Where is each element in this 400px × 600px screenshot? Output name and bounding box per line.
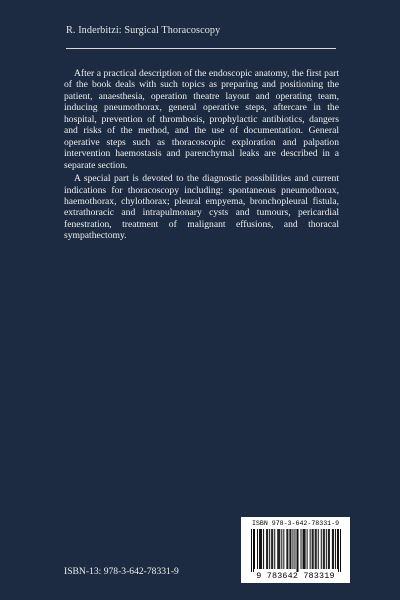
header-divider — [66, 48, 336, 49]
barcode-bar — [279, 529, 280, 569]
barcode-bar — [328, 529, 329, 569]
barcode-bar — [257, 529, 258, 569]
barcode-bar — [301, 529, 302, 569]
barcode-bar — [313, 529, 314, 569]
barcode-bar — [338, 529, 339, 572]
barcode-bar — [332, 529, 333, 569]
barcode-bar — [260, 529, 261, 569]
barcode-bar — [266, 529, 267, 569]
barcode-bar — [292, 529, 293, 569]
barcode-bar — [271, 529, 272, 569]
barcode-bar — [281, 529, 282, 569]
barcode-bar — [274, 529, 275, 569]
barcode-bar — [278, 529, 279, 569]
blurb-paragraph-1: After a practical description of the endoscopic anatomy, the first part of the book deals with such topics as preparing and positioning the patient, anaesthesia, operation theatre layout and operating team, inducing pneumothorax, general operative steps, aftercare in the hospital, prevention of thrombosis, prophylactic antibiotics, dangers and risks of the method, and the use of documentation. General operative steps such as thoracoscopic exploration and palpation intervention haemostasis and parenchymal leaks are described in a separate section. — [64, 68, 339, 171]
barcode-icon — [251, 529, 341, 572]
barcode-bar — [259, 529, 260, 569]
barcode-isbn-label: ISBN 978-3-642-78331-9 — [251, 520, 340, 527]
barcode-bar — [316, 529, 317, 569]
barcode-bar — [304, 529, 305, 569]
barcode-bar — [294, 529, 295, 569]
barcode-bar — [254, 529, 255, 569]
barcode-bar — [287, 529, 288, 569]
barcode-bar — [337, 529, 338, 569]
blurb-paragraph-2: A special part is devoted to the diagnostic possibilities and current indications for thoracoscopy including: spontaneous pneumothorax, haemothorax, chylothorax; pleural empyema, bronchopleural fistula, extrathoracic and intrapulmonary cysts and tumours, pericardial fenestration, treatment of malignant effusions, and thoracal sympathectomy. — [64, 173, 339, 242]
barcode-bar — [263, 529, 264, 569]
barcode-bar — [310, 529, 311, 569]
barcode-bar — [253, 529, 254, 572]
barcode-bar — [324, 529, 325, 569]
barcode-bar — [267, 529, 268, 569]
barcode-bar — [269, 529, 270, 569]
barcode-bar — [298, 529, 299, 572]
barcode-bar — [289, 529, 290, 569]
barcode-bar — [307, 529, 308, 569]
blurb-text — [64, 68, 339, 242]
barcode-bar — [286, 529, 287, 569]
book-author-title: R. Inderbitzi: Surgical Thoracoscopy — [66, 25, 221, 36]
barcode-bar — [251, 529, 252, 572]
barcode-bar — [333, 529, 334, 569]
barcode-bar — [321, 529, 322, 569]
barcode-bar — [318, 529, 319, 569]
barcode-bar — [340, 529, 341, 572]
barcode-bar — [290, 529, 291, 569]
barcode-bar — [277, 529, 278, 569]
barcode-bar — [335, 529, 336, 569]
barcode-box — [241, 517, 350, 583]
barcode-bar — [305, 529, 306, 569]
barcode-bar — [323, 529, 324, 569]
barcode-bar — [329, 529, 330, 569]
isbn-13-label: ISBN-13: 978-3-642-78331-9 — [64, 566, 179, 577]
barcode-bar — [283, 529, 284, 569]
barcode-bar — [315, 529, 316, 569]
barcode-bar — [272, 529, 273, 569]
barcode-bar — [261, 529, 262, 569]
barcode-digits: 9 783642 783319 — [256, 571, 335, 581]
barcode-bar — [297, 529, 298, 572]
barcode-bar — [312, 529, 313, 569]
barcode-bar — [303, 529, 304, 569]
barcode-bar — [326, 529, 327, 569]
